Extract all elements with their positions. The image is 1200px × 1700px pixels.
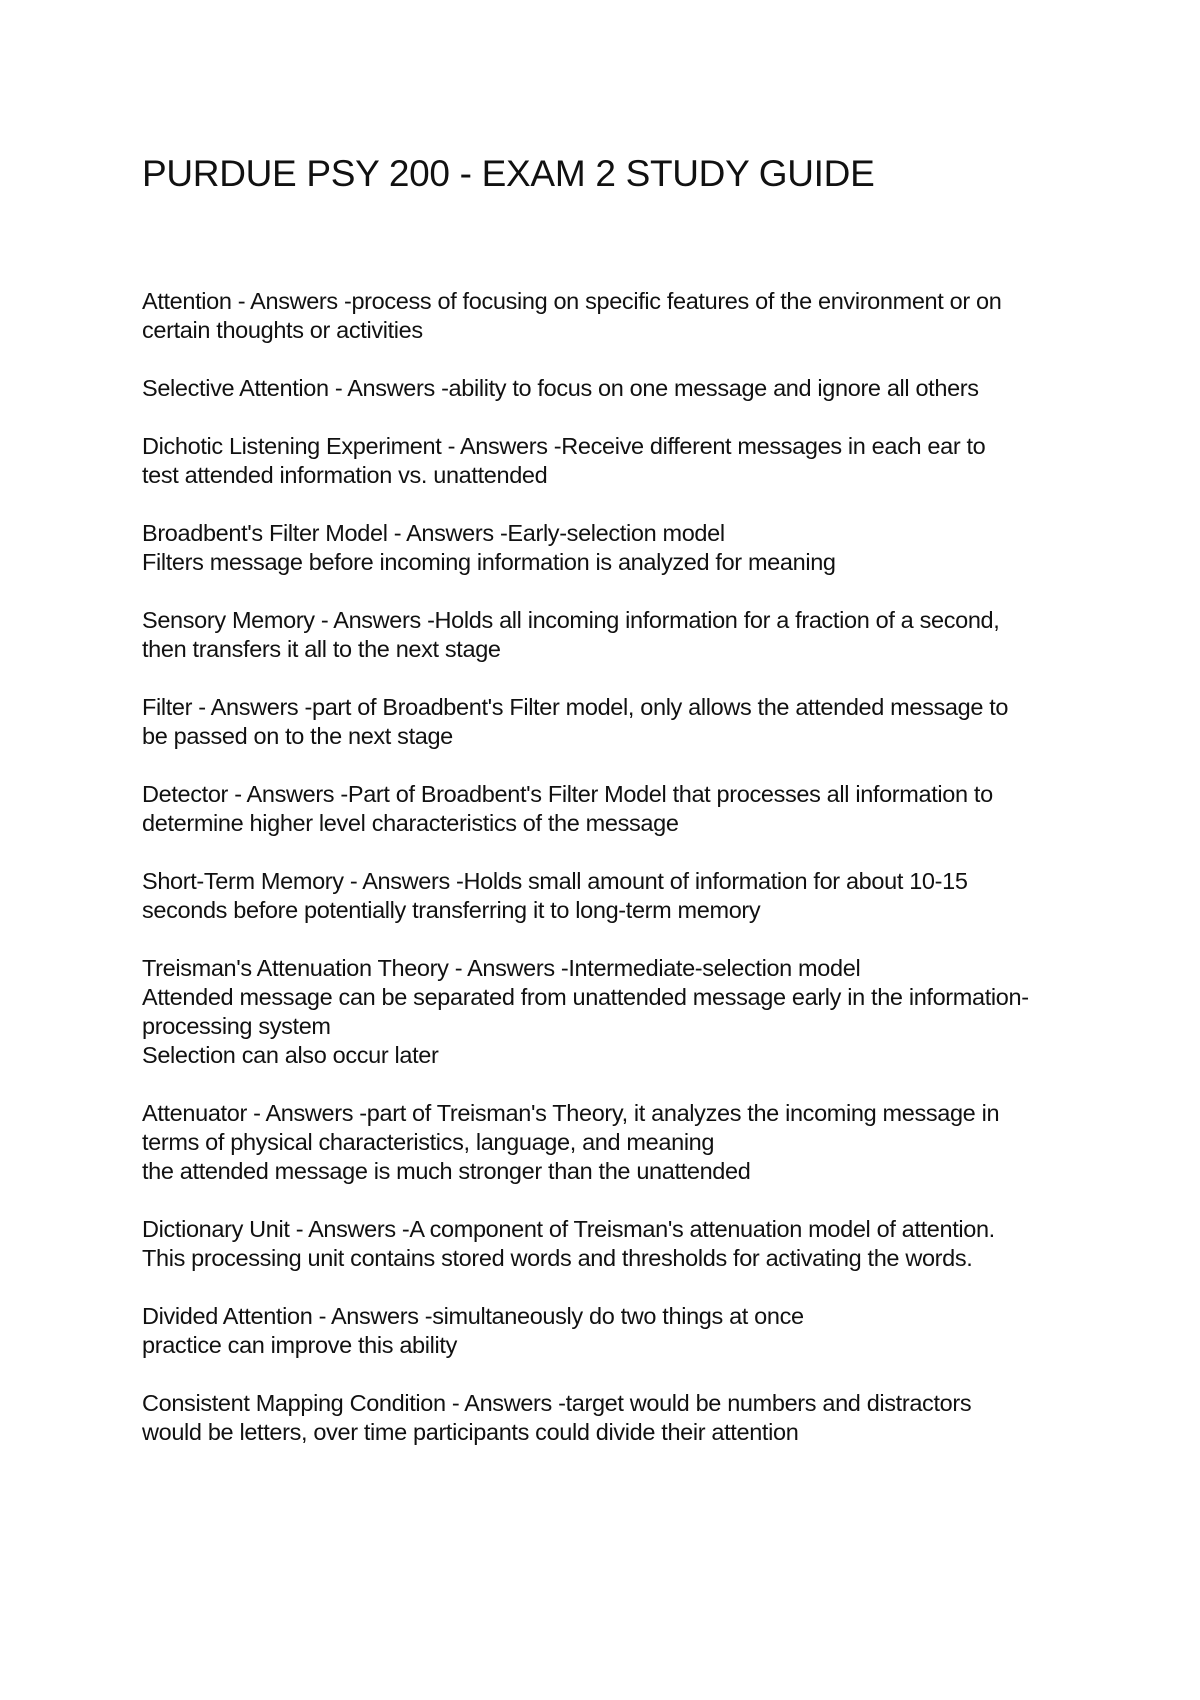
entry-line: then transfers it all to the next stage <box>142 636 501 662</box>
entry-short-term-memory <box>142 867 1082 925</box>
entry-line: Filter - Answers -part of Broadbent's Filter model, only allows the attended message to <box>142 694 1009 720</box>
entry-line: Selection can also occur later <box>142 1042 439 1068</box>
entry-line: Filters message before incoming information is analyzed for meaning <box>142 549 836 575</box>
entry-attention <box>142 287 1082 345</box>
entry-filter <box>142 693 1082 751</box>
entry-broadbent-filter-model <box>142 519 1082 577</box>
entry-attenuator <box>142 1099 1082 1186</box>
entry-dichotic-listening <box>142 432 1082 490</box>
entry-line: Attenuator - Answers -part of Treisman's Theory, it analyzes the incoming message in <box>142 1100 1000 1126</box>
entry-line: certain thoughts or activities <box>142 317 423 343</box>
entry-line: Consistent Mapping Condition - Answers -target would be numbers and distractors <box>142 1390 972 1416</box>
entry-line: test attended information vs. unattended <box>142 462 548 488</box>
entry-sensory-memory <box>142 606 1082 664</box>
entry-selective-attention <box>142 374 1082 403</box>
entry-line: Selective Attention - Answers -ability to focus on one message and ignore all others <box>142 375 979 401</box>
entry-line: seconds before potentially transferring it to long-term memory <box>142 897 761 923</box>
entry-line: the attended message is much stronger than the unattended <box>142 1158 751 1184</box>
entry-line: Treisman's Attenuation Theory - Answers -Intermediate-selection model <box>142 955 861 981</box>
entry-dictionary-unit <box>142 1215 1082 1273</box>
entry-line: Dichotic Listening Experiment - Answers -Receive different messages in each ear to <box>142 433 986 459</box>
entry-divided-attention <box>142 1302 1082 1360</box>
entry-detector <box>142 780 1082 838</box>
entry-line: processing system <box>142 1013 331 1039</box>
entry-line: This processing unit contains stored words and thresholds for activating the words. <box>142 1245 973 1271</box>
entry-line: Broadbent's Filter Model - Answers -Early-selection model <box>142 520 725 546</box>
entry-line: Sensory Memory - Answers -Holds all incoming information for a fraction of a second, <box>142 607 1000 633</box>
entry-line: determine higher level characteristics of the message <box>142 810 679 836</box>
entry-line: be passed on to the next stage <box>142 723 453 749</box>
entry-treisman-attenuation-theory <box>142 954 1082 1070</box>
entry-line: practice can improve this ability <box>142 1332 457 1358</box>
entry-consistent-mapping-condition <box>142 1389 1082 1447</box>
page-title: PURDUE PSY 200 - EXAM 2 STUDY GUIDE <box>142 153 875 194</box>
entry-line: terms of physical characteristics, language, and meaning <box>142 1129 715 1155</box>
entry-line: Dictionary Unit - Answers -A component of Treisman's attenuation model of attention. <box>142 1216 995 1242</box>
entry-line: Attended message can be separated from unattended message early in the information- <box>142 984 1029 1010</box>
entry-line: would be letters, over time participants could divide their attention <box>142 1419 799 1445</box>
entry-line: Attention - Answers -process of focusing on specific features of the environment or on <box>142 288 1002 314</box>
study-guide-entries <box>142 287 1082 1476</box>
entry-line: Divided Attention - Answers -simultaneously do two things at once <box>142 1303 804 1329</box>
entry-line: Detector - Answers -Part of Broadbent's Filter Model that processes all information to <box>142 781 993 807</box>
entry-line: Short-Term Memory - Answers -Holds small amount of information for about 10-15 <box>142 868 968 894</box>
